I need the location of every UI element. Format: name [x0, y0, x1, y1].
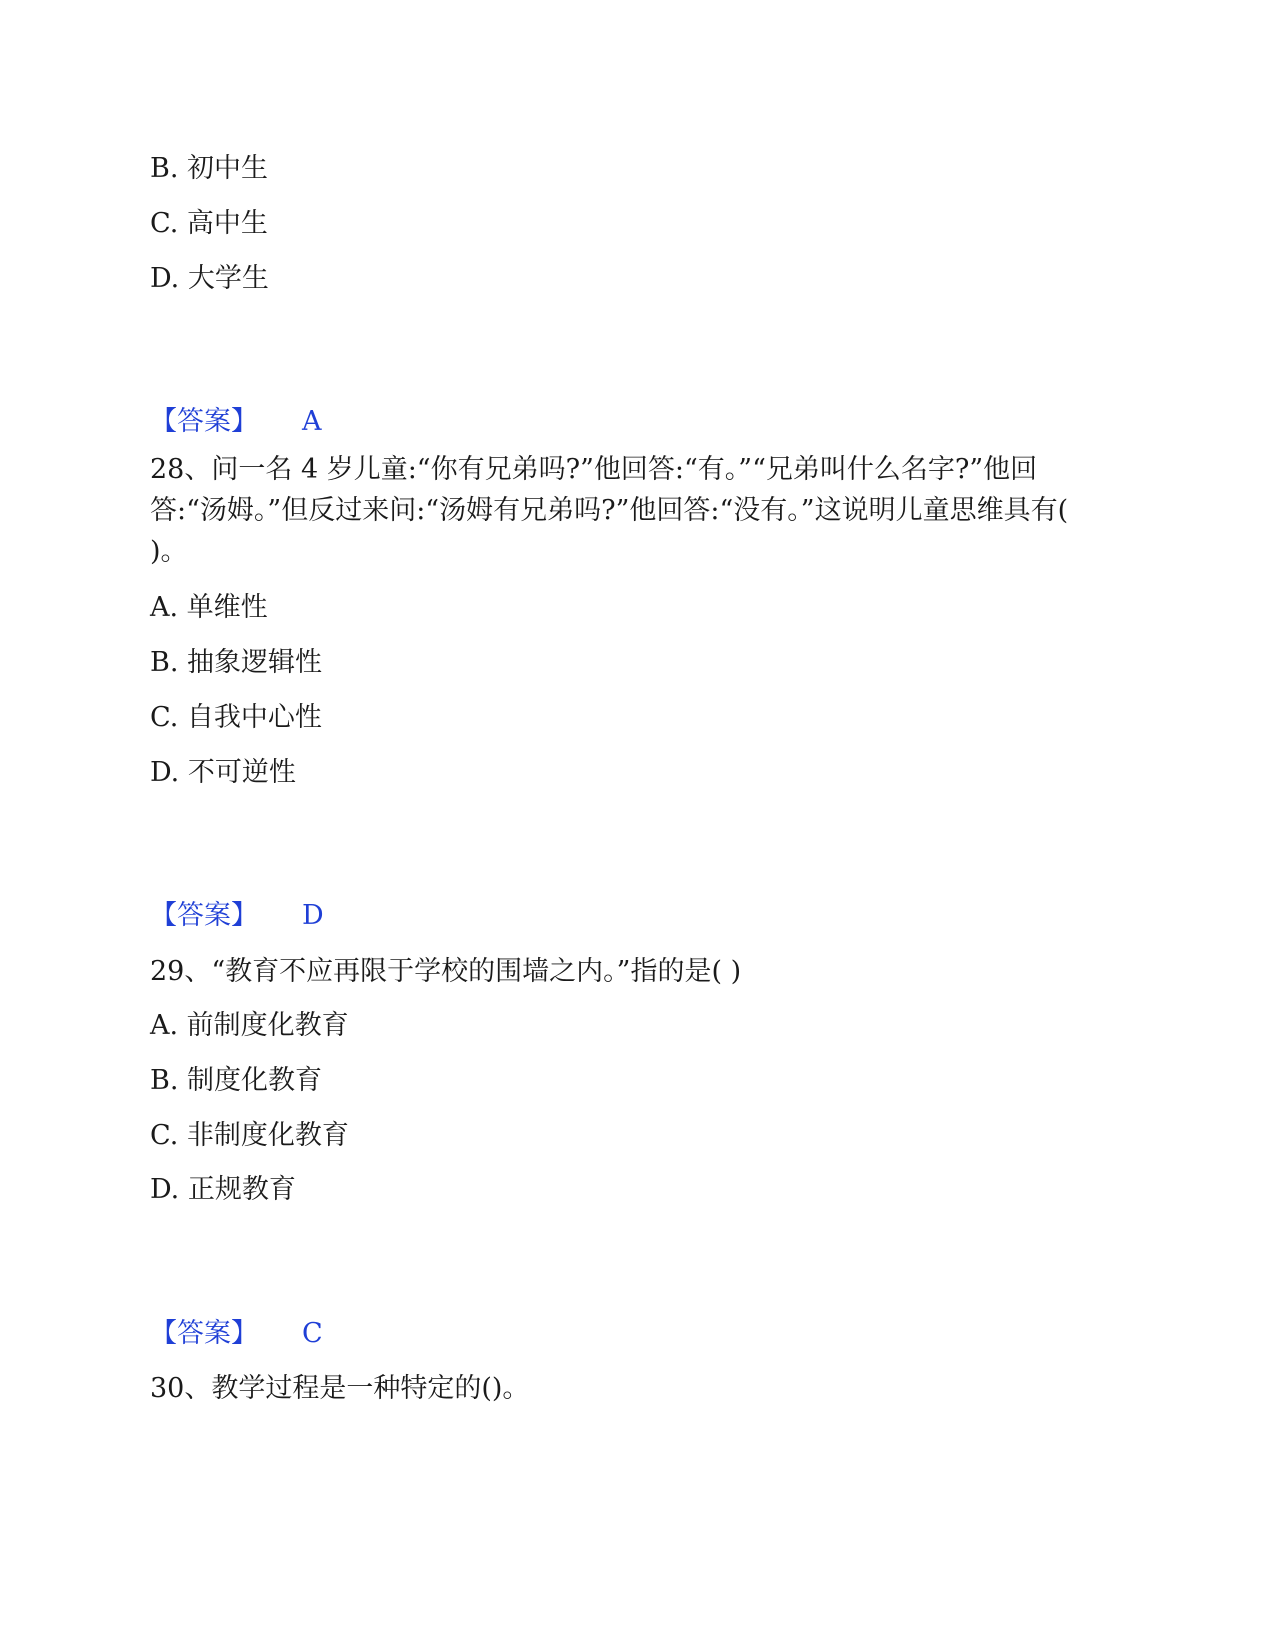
answer-28	[150, 897, 324, 935]
question-29-text: 29、“教育不应再限于学校的围墙之内。”指的是( )	[150, 956, 742, 987]
answer-value: A	[302, 406, 322, 437]
question-30-text: 30、教学过程是一种特定的()。	[150, 1373, 530, 1404]
answer-label: 【答案】	[150, 900, 258, 931]
question-28-text: 28、问一名 4 岁儿童:“你有兄弟吗?”他回答:“有。”“兄弟叫什么名字?”他回答:“汤姆。”但反过来问:“汤姆有兄弟吗?”他回答:“没有。”这说明儿童思维具有( )。	[150, 454, 1069, 567]
prev-option-d: D. 大学生	[150, 263, 269, 294]
answer-label: 【答案】	[150, 406, 258, 437]
answer-value: C	[302, 1318, 323, 1349]
prev-option-b: B. 初中生	[150, 153, 269, 184]
q29-option-b: B. 制度化教育	[150, 1065, 323, 1096]
q29-option-d: D. 正规教育	[150, 1174, 296, 1205]
q29-option-c: C. 非制度化教育	[150, 1120, 349, 1151]
q28-option-d: D. 不可逆性	[150, 757, 296, 788]
answer-value: D	[302, 900, 324, 931]
q28-option-c: C. 自我中心性	[150, 702, 322, 733]
answer-label: 【答案】	[150, 1318, 258, 1349]
q28-option-a: A. 单维性	[150, 592, 268, 623]
prev-option-c: C. 高中生	[150, 208, 268, 239]
q28-option-b: B. 抽象逻辑性	[150, 647, 323, 678]
q29-option-a: A. 前制度化教育	[150, 1010, 349, 1041]
answer-27	[150, 403, 322, 441]
answer-29	[150, 1315, 323, 1353]
